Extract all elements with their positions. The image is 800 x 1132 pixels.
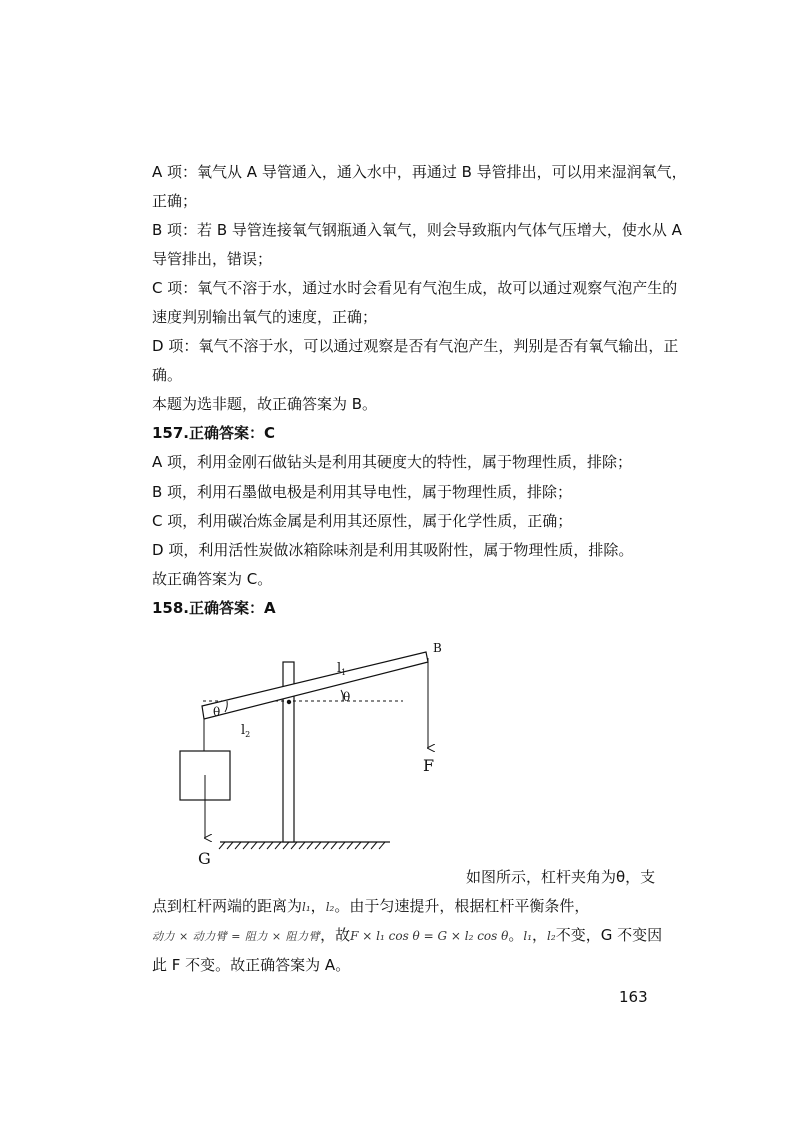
- label-l1: $l_1$: [337, 661, 347, 677]
- text-line: B 项，利用石墨做电极是利用其导电性，属于物理性质，排除；: [152, 483, 573, 501]
- text-line: C 项：氧气不溶于水，通过水时会看见有气泡生成，故可以通过观察气泡产生的: [152, 279, 678, 297]
- text-span: 不变，G 不变因: [555, 926, 663, 944]
- formula-l1: l₁: [523, 929, 533, 943]
- text-line: 此 F 不变。故正确答案为 A。: [152, 956, 351, 974]
- text-line: 速度判别输出氧气的速度，正确；: [152, 308, 378, 326]
- formula-l2: l₂: [547, 929, 556, 943]
- text-span: 。由于匀速提升，根据杠杆平衡条件，: [334, 897, 590, 915]
- text-span: ，: [310, 897, 326, 915]
- formula-lever-rule: 动力 × 动力臂 = 阻力 × 阻力臂: [152, 930, 321, 943]
- formula-balance: F × l₁ cos θ = G × l₂ cos θ: [350, 929, 509, 943]
- text-span: ，故: [320, 926, 351, 944]
- formula-l1: l₁: [302, 900, 311, 914]
- text-line: 正确；: [152, 192, 198, 210]
- answer-heading: 158.正确答案：A: [152, 599, 276, 617]
- label-l2: $l_2$: [241, 723, 251, 739]
- formula-l2: l₂: [325, 900, 335, 914]
- text-line: 导管排出，错误；: [152, 250, 273, 268]
- label-g: G: [198, 849, 211, 868]
- text-span: 。: [508, 926, 524, 944]
- text-line: 故正确答案为 C。: [152, 570, 273, 588]
- answer-heading: 157.正确答案：C: [152, 424, 276, 442]
- pivot-point: [287, 700, 291, 704]
- text-line: 如图所示，杠杆夹角为θ，支: [466, 868, 656, 886]
- text-line: [152, 925, 662, 947]
- page-number: 163: [619, 988, 648, 1006]
- text-line: A 项，利用金刚石做钻头是利用其硬度大的特性，属于物理性质，排除；: [152, 453, 633, 471]
- lever-bar: [202, 652, 428, 719]
- text-line: C 项，利用碳冶炼金属是利用其还原性，属于化学性质，正确；: [152, 512, 573, 530]
- text-line: [152, 896, 589, 917]
- text-line: D 项，利用活性炭做冰箱除味剂是利用其吸附性，属于物理性质，排除。: [152, 541, 634, 559]
- text-line: A 项：氧气从 A 导管通入，通入水中，再通过 B 导管排出，可以用来湿润氧气，: [152, 163, 687, 181]
- text-line: 确。: [152, 366, 183, 384]
- label-b: B: [433, 641, 442, 655]
- text-line: D 项：氧气不溶于水，可以通过观察是否有气泡产生，判别是否有氧气输出，正: [152, 337, 679, 355]
- text-line: 本题为选非题，故正确答案为 B。: [152, 395, 378, 413]
- text-span: 点到杠杆两端的距离为: [152, 897, 303, 915]
- text-line: B 项：若 B 导管连接氧气钢瓶通入氧气，则会导致瓶内气体气压增大，使水从 A: [152, 221, 682, 239]
- text-span: ，: [532, 926, 548, 944]
- lever-diagram: [165, 630, 465, 870]
- label-theta-left: θ: [213, 705, 221, 719]
- label-f: F: [423, 756, 435, 775]
- label-theta-right: θ: [343, 690, 351, 704]
- ground: [219, 842, 390, 849]
